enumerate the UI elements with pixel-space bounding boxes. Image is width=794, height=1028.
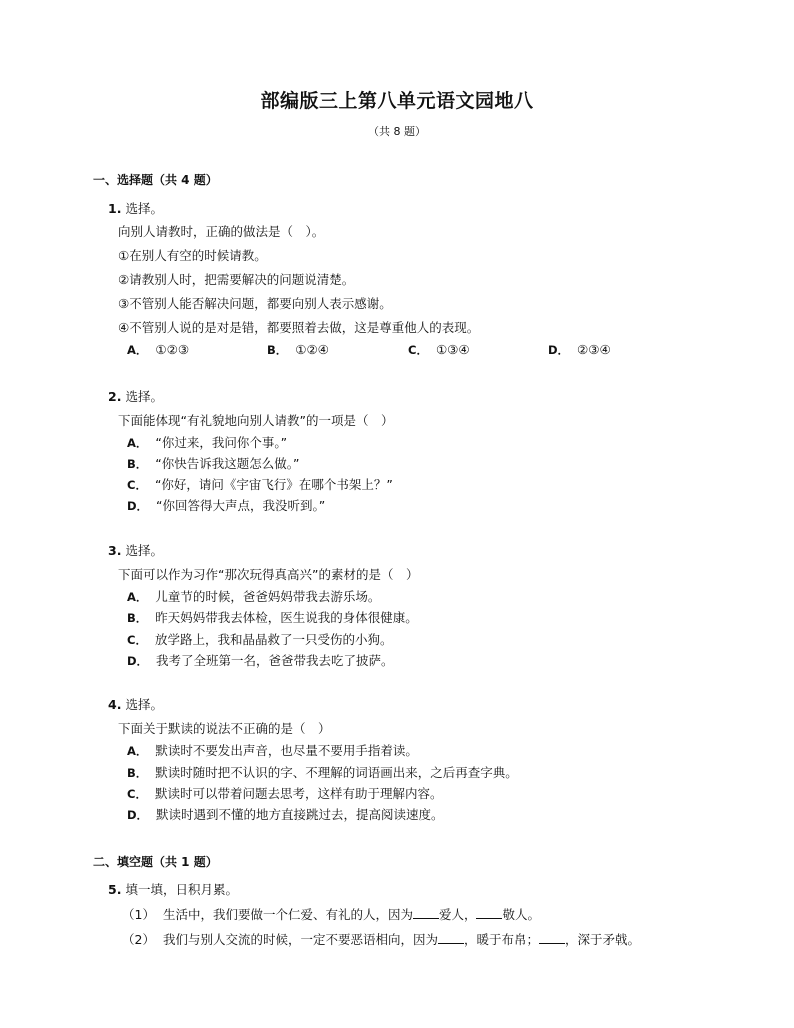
document-subtitle: （共 8 题） (368, 125, 426, 138)
option-text: 默读时随时把不认识的字、不理解的词语画出来，之后再查字典。 (155, 765, 518, 780)
option-text: 儿童节的时候，爸爸妈妈带我去游乐场。 (155, 589, 381, 604)
question-label: 选择。 (125, 543, 163, 558)
option-letter: C． (127, 478, 147, 492)
option-text: ②③④ (577, 342, 611, 357)
option-text: ①②④ (295, 342, 329, 357)
option-text: “你回答得大声点，我没听到。” (156, 498, 326, 513)
answer-blank[interactable] (413, 906, 439, 919)
option-letter: A． (127, 744, 148, 758)
question-3-header (108, 541, 163, 559)
answer-blank[interactable] (476, 906, 502, 919)
option-letter: D． (127, 499, 149, 513)
document-title: 部编版三上第八单元语文园地八 (260, 90, 534, 112)
question-number: 1. (108, 201, 122, 216)
option-letter: D． (127, 808, 149, 822)
part-number: （2） (122, 932, 155, 947)
option-text: 放学路上，我和晶晶救了一只受伤的小狗。 (154, 632, 393, 647)
option-letter: D． (548, 343, 570, 357)
question-label: 选择。 (125, 389, 163, 404)
section-heading-choice: 一、选择题（共 4 题） (93, 173, 218, 187)
question-4-option-d[interactable] (127, 805, 444, 823)
question-1-option-d[interactable] (548, 342, 611, 358)
question-5-header (108, 880, 238, 898)
option-text: 默读时可以带着问题去思考，这样有助于理解内容。 (154, 786, 443, 801)
question-3-option-c[interactable] (127, 630, 392, 648)
question-2-stem: 下面能体现“有礼貌地向别人请教”的一项是（ ） (118, 413, 394, 428)
option-letter: C． (408, 343, 428, 357)
question-4-option-b[interactable] (127, 763, 518, 781)
part-text: 爱人， (438, 907, 477, 922)
option-text: 默读时遇到不懂的地方直接跳过去，提高阅读速度。 (156, 807, 444, 822)
question-4-option-c[interactable] (127, 784, 442, 802)
option-letter: B． (127, 457, 148, 471)
question-1-option-c[interactable] (408, 342, 470, 358)
part-text: ，暖于布帛； (463, 932, 539, 947)
option-text: ①③④ (435, 342, 470, 357)
question-4-option-a[interactable] (127, 741, 418, 759)
option-text: 昨天妈妈带我去体检，医生说我的身体很健康。 (155, 610, 418, 625)
option-text: 默读时不要发出声音，也尽量不要用手指着读。 (155, 743, 418, 758)
option-text: ①②③ (155, 342, 190, 357)
question-2-header (108, 387, 163, 405)
question-2-option-a[interactable] (127, 433, 287, 451)
question-number: 5. (108, 882, 122, 897)
option-text: “你过来，我问你个事。” (155, 435, 288, 450)
option-letter: A． (127, 436, 148, 450)
question-4-stem: 下面关于默读的说法不正确的是（ ） (118, 721, 331, 736)
question-1-option-a[interactable] (127, 342, 189, 358)
option-text: “你快告诉我这题怎么做。” (155, 456, 300, 471)
question-number: 2. (108, 389, 122, 404)
question-1-statement: ④不管别人说的是对是错，都要照着去做，这是尊重他人的表现。 (118, 320, 480, 335)
question-1-option-b[interactable] (267, 342, 329, 358)
question-label: 选择。 (125, 201, 163, 216)
option-letter: B． (127, 766, 148, 780)
question-1-statement: ③不管别人能否解决问题，都要向别人表示感谢。 (118, 296, 392, 311)
question-5-part-1 (122, 905, 540, 923)
part-text: 敬人。 (502, 907, 540, 922)
question-label: 填一填，日积月累。 (125, 882, 238, 897)
section-heading-fill-blank: 二、填空题（共 1 题） (93, 855, 218, 869)
option-letter: A． (127, 343, 148, 357)
question-2-option-c[interactable] (127, 475, 393, 493)
option-letter: D． (127, 654, 149, 668)
answer-blank[interactable] (539, 931, 565, 944)
question-label: 选择。 (125, 697, 163, 712)
option-letter: C． (127, 633, 147, 647)
option-text: 我考了全班第一名，爸爸带我去吃了披萨。 (156, 653, 394, 668)
question-1-header (108, 199, 163, 217)
question-1-statement: ②请教别人时，把需要解决的问题说清楚。 (118, 272, 355, 287)
question-1-statement: ①在别人有空的时候请教。 (118, 248, 267, 263)
question-number: 4. (108, 697, 122, 712)
question-4-header (108, 695, 163, 713)
part-text: 我们与别人交流的时候，一定不要恶语相向，因为 (162, 932, 438, 947)
question-5-part-2 (122, 930, 640, 948)
question-3-option-a[interactable] (127, 587, 380, 605)
option-text: “你好，请问《宇宙飞行》在哪个书架上？” (154, 477, 393, 492)
question-2-option-d[interactable] (127, 496, 325, 514)
question-1-stem: 向别人请教时，正确的做法是（ ）。 (118, 224, 325, 239)
part-text: ，深于矛戟。 (564, 932, 640, 947)
option-letter: B． (127, 611, 148, 625)
answer-blank[interactable] (438, 931, 464, 944)
question-3-option-d[interactable] (127, 651, 394, 669)
option-letter: A． (127, 590, 148, 604)
option-letter: C． (127, 787, 147, 801)
question-number: 3. (108, 543, 122, 558)
option-letter: B． (267, 343, 288, 357)
question-2-option-b[interactable] (127, 454, 299, 472)
question-3-stem: 下面可以作为习作“那次玩得真高兴”的素材的是（ ） (118, 567, 419, 582)
part-number: （1） (122, 907, 155, 922)
question-3-option-b[interactable] (127, 608, 418, 626)
part-text: 生活中，我们要做一个仁爱、有礼的人，因为 (162, 907, 413, 922)
